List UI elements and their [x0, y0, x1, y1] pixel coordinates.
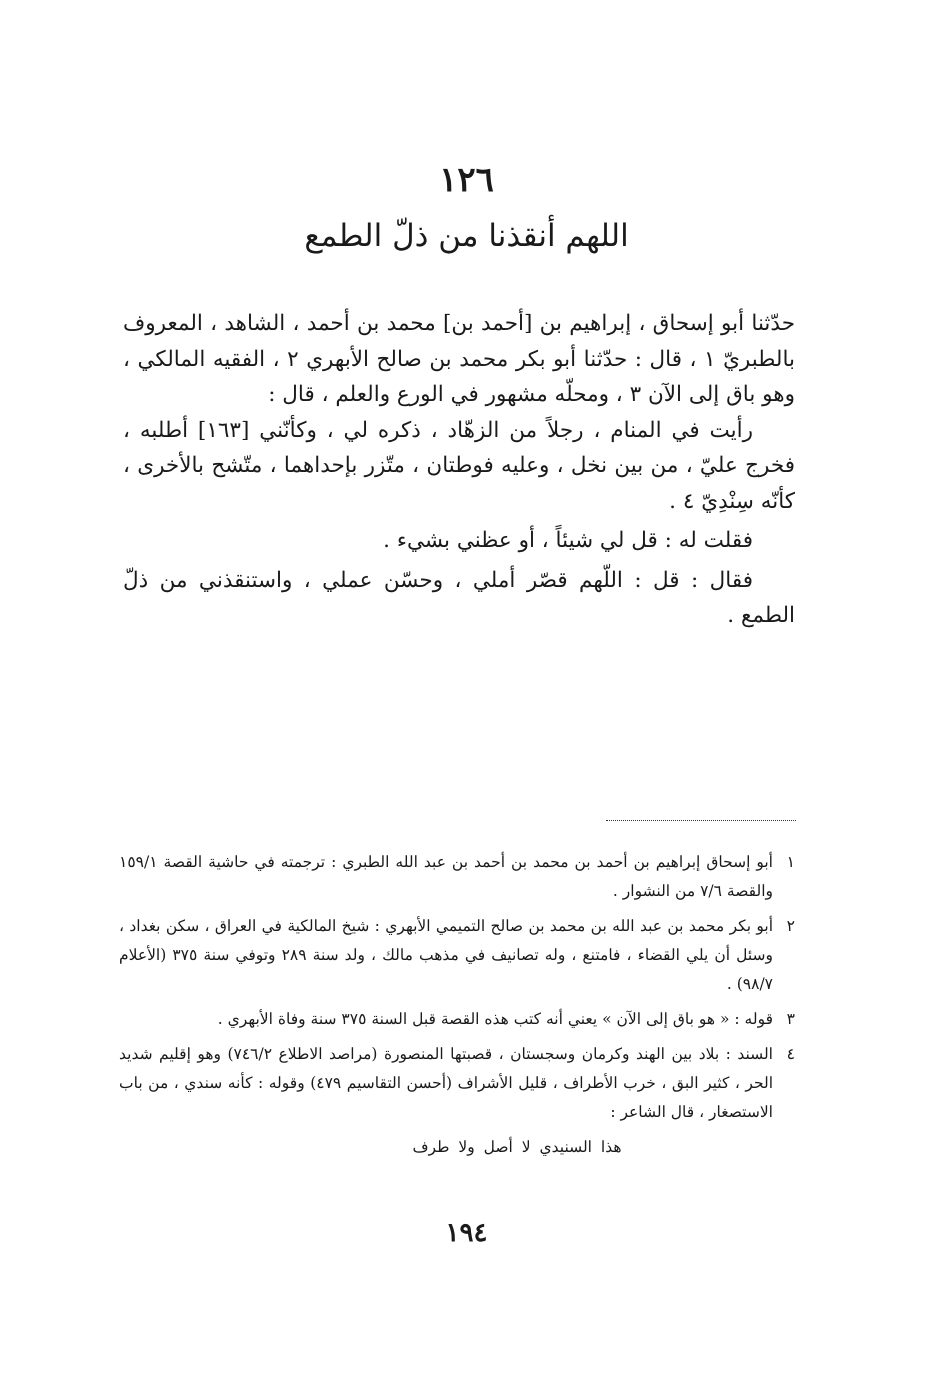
footnote-1: [119, 848, 795, 906]
footnote-2: [119, 912, 795, 999]
footnote-number: ٣: [786, 1010, 795, 1028]
footnote-text: قوله : « هو باق إلى الآن » يعني أنه كتب هذه القصة قبل السنة ٣٧٥ سنة وفاة الأبهري .: [217, 1010, 773, 1028]
footnote-number: ١: [786, 853, 795, 871]
footnote-text: أبو بكر محمد بن عبد الله بن محمد بن صالح التميمي الأبهري : شيخ المالكية في العراق ، سكن بغداد ، وسئل أن يلي القضاء ، فامتنع ، وله تصانيف في مذهب مالك ، ولد سنة ٢٨٩ وتوفي سنة ٣٧٥ (الأعلام ٩٨/٧) .: [119, 917, 773, 993]
verse-line: هذا السنيدي لا أصل ولا طرف: [412, 1138, 622, 1156]
footnote-4: [119, 1040, 795, 1127]
story-title: اللهم أنقذنا من ذلّ الطمع: [304, 218, 629, 254]
footnote-number: ٤: [786, 1045, 795, 1063]
footnote-text: السند : بلاد بين الهند وكرمان وسجستان ، قصبتها المنصورة (مراصد الاطلاع ٧٤٦/٢) وهو إقليم شديد الحر ، كثير البق ، خرب الأطراف ، قليل الأشراف (أحسن التقاسيم ٤٧٩) وقوله : كأنه سندي ، من باب الاستصغار ، قال الشاعر :: [119, 1045, 773, 1121]
body-paragraph-2: رأيت في المنام ، رجلاً من الزهّاد ، ذكره لي ، وكأنّني [١٦٣] أطلبه ، فخرج عليّ ، من بين نخل ، وعليه فوطتان ، متّزر بإحداهما ، متّشح بالأخرى ، كأنّه سِنْدِيّ ٤ .: [123, 417, 795, 514]
footnote-3: [119, 1005, 795, 1034]
body-paragraph-3: فقلت له : قل لي شيئاً ، أو عظني بشيء .: [383, 528, 753, 553]
footnotes: [119, 848, 795, 1162]
body-paragraph-1: حدّثنا أبو إسحاق ، إبراهيم بن [أحمد بن] محمد بن أحمد ، الشاهد ، المعروف بالطبريّ ١ ، قال : حدّثنا أبو بكر محمد بن صالح الأبهري ٢ ، الفقيه المالكي ، وهو باق إلى الآن ٣ ، ومحلّه مشهور في الورع والعلم ، قال :: [123, 311, 795, 407]
page-number: ١٩٤: [445, 1218, 488, 1248]
footnote-text: أبو إسحاق إبراهيم بن أحمد بن محمد بن أحمد بن عبد الله الطبري : ترجمته في حاشية القصة ١٥٩/١ والقصة ٧/٦ من النشوار .: [119, 853, 773, 900]
story-number: ١٢٦: [439, 160, 494, 200]
footnote-divider: [606, 820, 796, 821]
footnote-number: ٢: [786, 917, 795, 935]
body-text: [123, 306, 795, 634]
body-paragraph-4: فقال : قل : اللّهم قصّر أملي ، وحسّن عملي ، واستنقذني من ذلّ الطمع .: [123, 567, 795, 628]
